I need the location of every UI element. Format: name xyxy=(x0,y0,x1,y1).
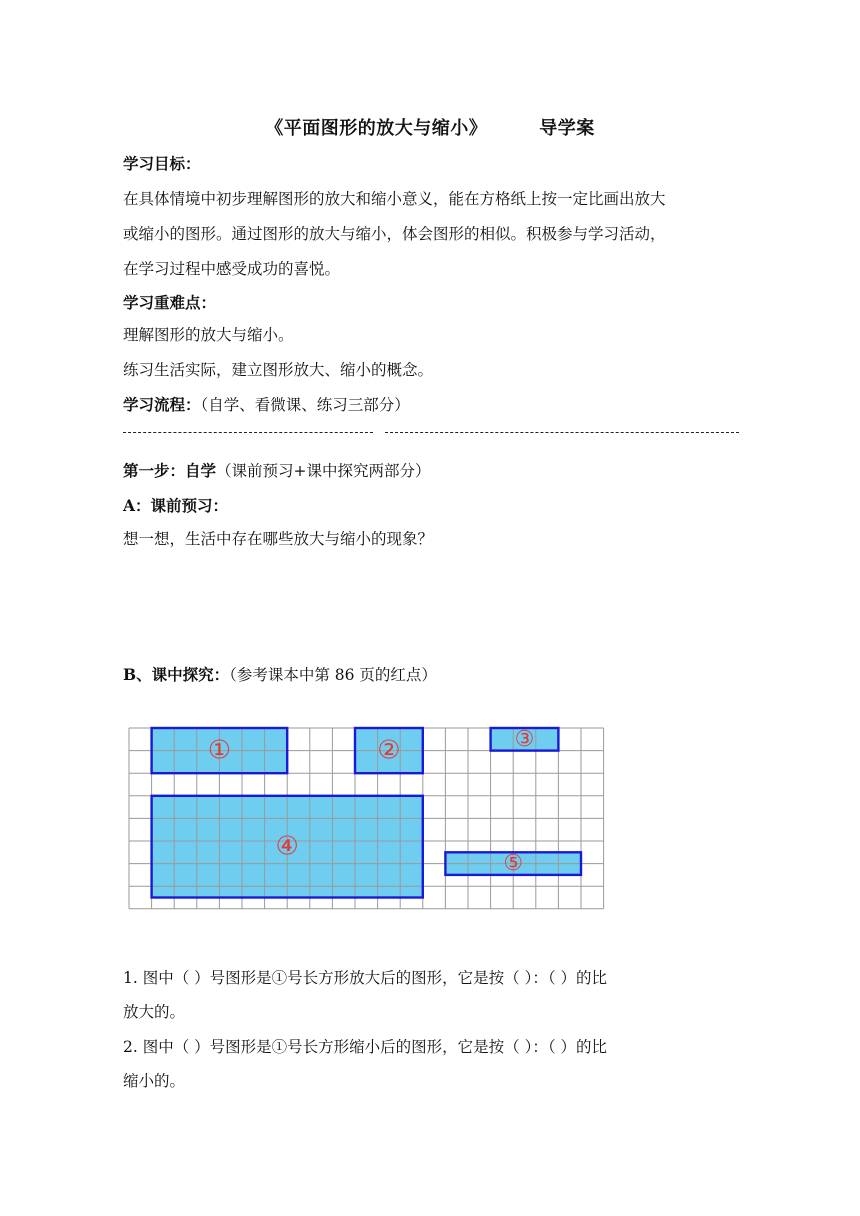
page-title xyxy=(0,114,860,140)
objectives-line: 或缩小的图形。通过图形的放大与缩小，体会图形的相似。积极参与学习活动， xyxy=(123,225,666,243)
key-points-line: 理解图形的放大与缩小。 xyxy=(123,326,294,344)
grid-figure xyxy=(123,723,613,913)
title-suffix: 导学案 xyxy=(539,118,595,139)
preview-question: 想一想，生活中存在哪些放大与缩小的现象？ xyxy=(123,530,434,548)
shape-label: ① xyxy=(207,735,232,766)
preview-heading: A：课前预习： xyxy=(123,496,229,515)
shape-label: ② xyxy=(377,735,401,766)
step1-heading: 第一步：自学 xyxy=(123,461,217,480)
shape-label: ⑤ xyxy=(503,851,524,877)
explore-note: （参考课本中第 86 页的红点） xyxy=(229,666,437,684)
step1-note: （课前预习+课中探究两部分） xyxy=(216,462,431,480)
explore-heading: B、课中探究： xyxy=(123,665,230,684)
objectives-line: 在具体情境中初步理解图形的放大和缩小意义，能在方格纸上按一定比画出放大 xyxy=(123,190,666,208)
objectives-line: 在学习过程中感受成功的喜悦。 xyxy=(123,260,341,278)
objectives-heading: 学习目标： xyxy=(123,154,201,173)
question-2-line: 2. 图中（ ）号图形是①号长方形缩小后的图形，它是按（ ）：（ ）的比 xyxy=(123,1038,607,1056)
key-points-heading: 学习重难点： xyxy=(123,293,217,312)
process-text: （自学、看微课、练习三部分） xyxy=(200,396,410,414)
shape-label: ③ xyxy=(514,726,535,752)
question-1-line: 放大的。 xyxy=(123,1003,186,1021)
process-line xyxy=(123,395,410,415)
dashed-divider xyxy=(123,428,739,438)
question-2-line: 缩小的。 xyxy=(123,1072,186,1090)
process-heading: 学习流程： xyxy=(123,395,201,414)
shape-label: ④ xyxy=(275,831,299,862)
question-1-line: 1. 图中（ ）号图形是①号长方形放大后的图形，它是按（ ）：（ ）的比 xyxy=(123,969,607,987)
step1-line xyxy=(123,461,431,481)
explore-line xyxy=(123,665,437,685)
key-points-line: 练习生活实际，建立图形放大、缩小的概念。 xyxy=(123,361,434,379)
title-main: 《平面图形的放大与缩小》 xyxy=(265,118,488,139)
